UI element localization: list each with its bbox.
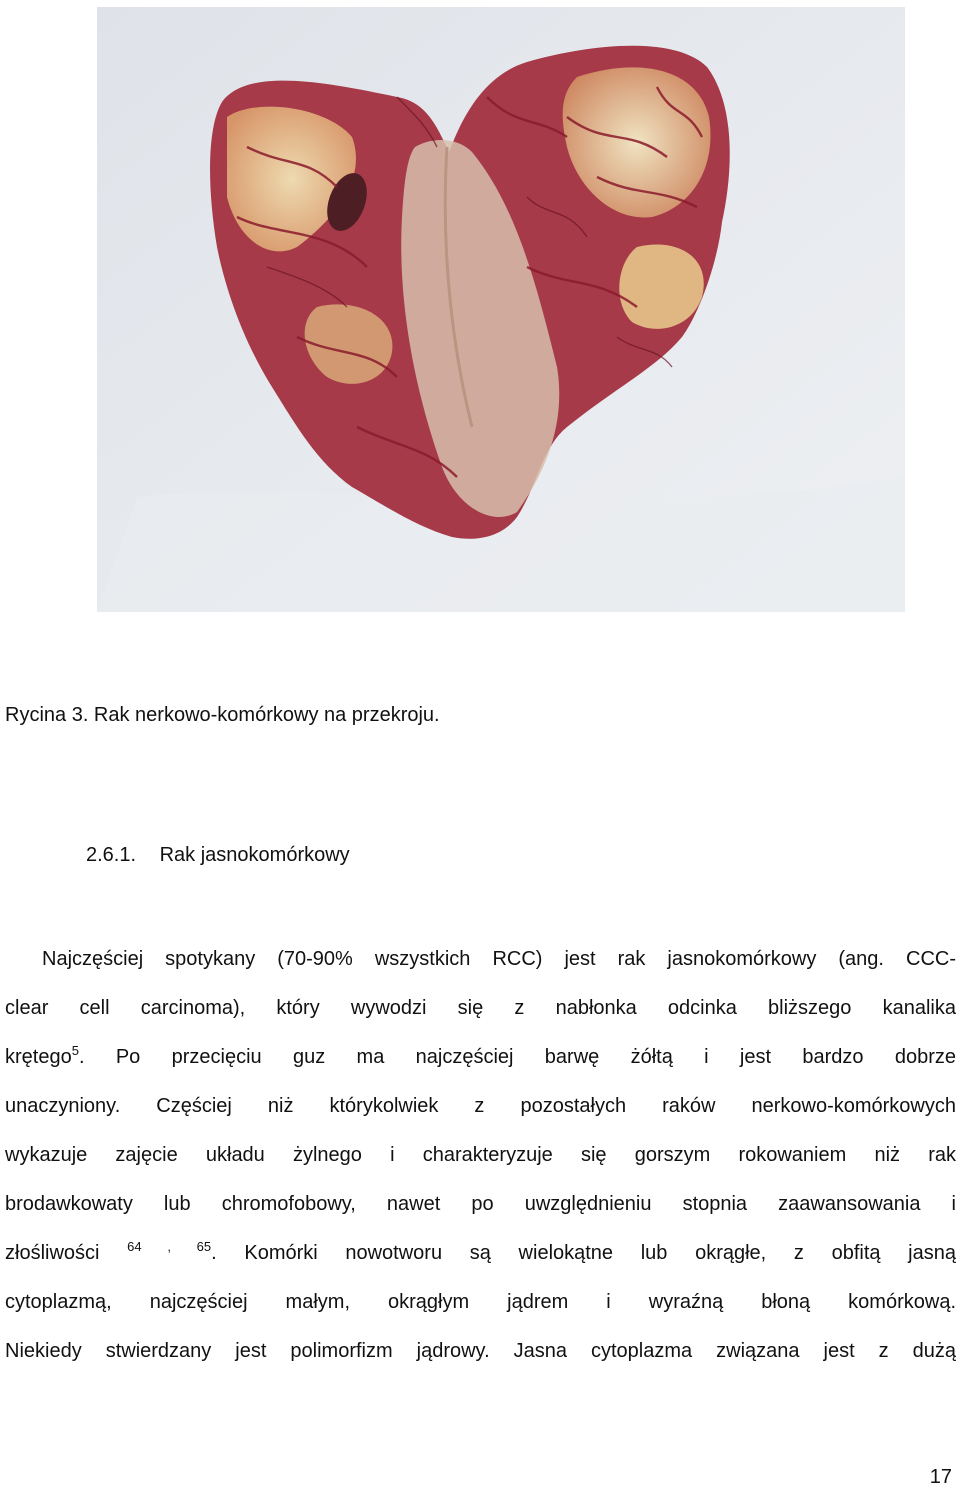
paragraph-line: unaczyniony. Częściej niż którykolwiek z pozostałych raków nerkowo-komórkowych	[5, 1095, 956, 1117]
section-heading	[86, 844, 350, 867]
paragraph-line	[5, 1229, 956, 1278]
section-title: Rak jasnokomórkowy	[159, 844, 350, 866]
tumor-cross-section-photo	[97, 7, 905, 612]
paragraph-line	[5, 1033, 956, 1082]
citation-reference: 64 , 65	[127, 1239, 212, 1254]
figure-caption: Rycina 3. Rak nerkowo-komórkowy na przekroju.	[5, 704, 440, 726]
paragraph-line: brodawkowaty lub chromofobowy, nawet po uwzględnieniu stopnia zaawansowania i	[5, 1193, 956, 1215]
paragraph-fragment: . Komórki nowotworu są wielokątne lub okrągłe, z obfitą jasną	[211, 1242, 956, 1264]
page-number: 17	[929, 1466, 952, 1488]
paragraph-line: Najczęściej spotykany (70-90% wszystkich RCC) jest rak jasnokomórkowy (ang. CCC-	[42, 948, 956, 970]
citation-reference: 5	[71, 1043, 79, 1058]
section-number: 2.6.1.	[86, 844, 137, 866]
paragraph-line: cytoplazmą, najczęściej małym, okrągłym jądrem i wyraźną błoną komórkową.	[5, 1291, 956, 1313]
paragraph-line: wykazuje zajęcie układu żylnego i charakteryzuje się gorszym rokowaniem niż rak	[5, 1144, 956, 1166]
paragraph-line: clear cell carcinoma), który wywodzi się z nabłonka odcinka bliższego kanalika	[5, 997, 956, 1019]
paragraph-fragment: . Po przecięciu guz ma najczęściej barwę żółtą i jest bardzo dobrze	[78, 1046, 956, 1068]
paragraph-line: Niekiedy stwierdzany jest polimorfizm jądrowy. Jasna cytoplazma związana jest z dużą	[5, 1340, 956, 1362]
body-paragraph	[5, 935, 956, 1376]
paragraph-fragment: krętego	[5, 1046, 72, 1068]
paragraph-fragment: złośliwości	[5, 1242, 100, 1264]
